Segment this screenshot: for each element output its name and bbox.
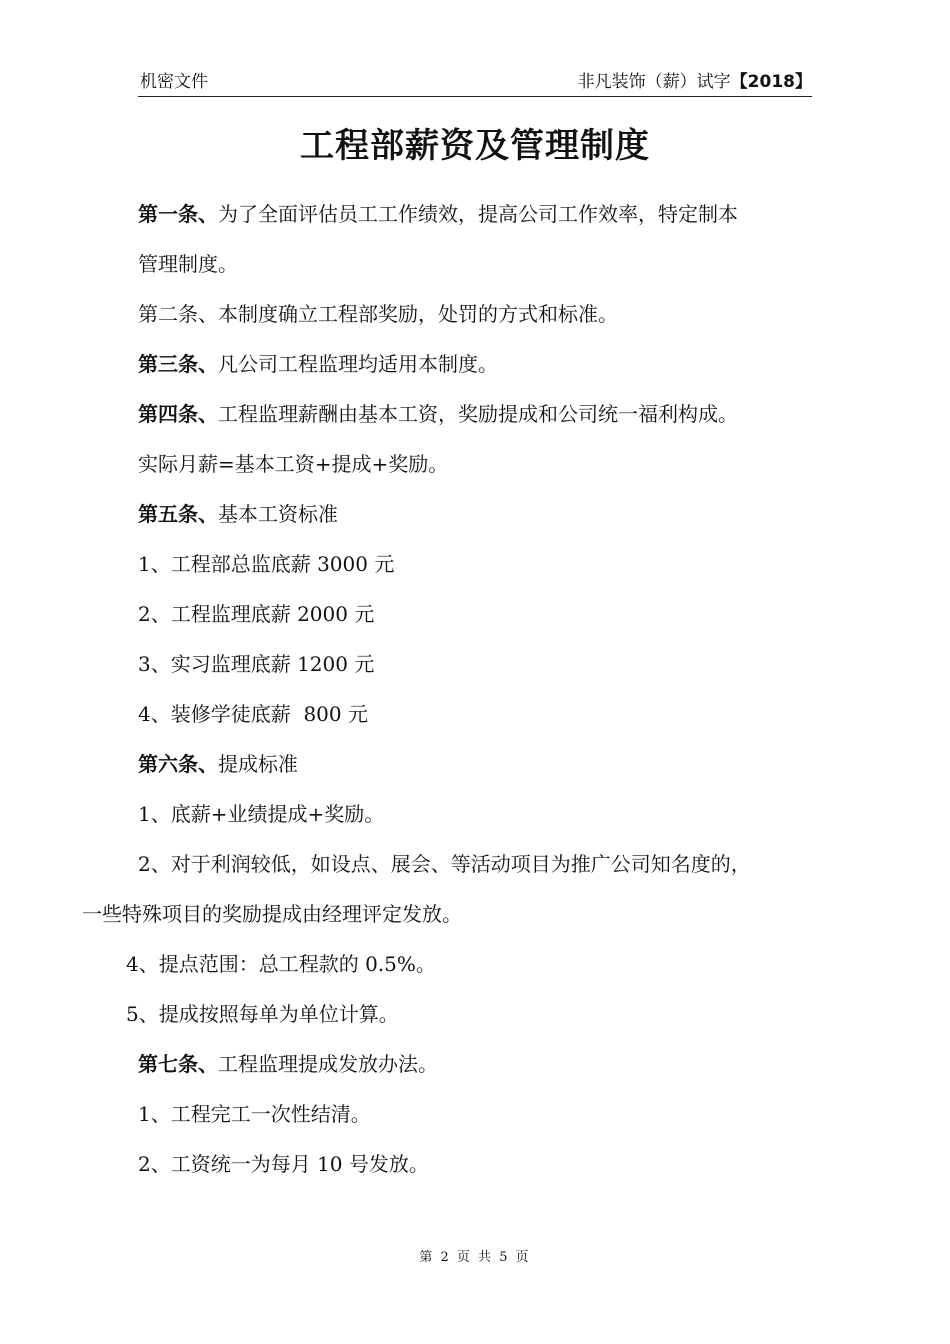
article-4-line-1 — [138, 400, 738, 428]
article-6 — [138, 750, 298, 778]
header-document-number — [578, 67, 812, 92]
article-5-item: 3、实习监理底薪 1200 元 — [138, 652, 375, 676]
article-5 — [138, 500, 338, 528]
article-2: 第二条、本制度确立工程部奖励，处罚的方式和标准。 — [138, 302, 618, 326]
article-3 — [138, 350, 498, 378]
header-document-year: 【2018】 — [730, 72, 812, 92]
article-5-text: 基本工资标准 — [218, 502, 338, 526]
article-6-label: 第六条、 — [138, 752, 218, 776]
document-title: 工程部薪资及管理制度 — [300, 126, 650, 166]
article-5-item: 1、工程部总监底薪 3000 元 — [138, 552, 395, 576]
article-5-item: 2、工程监理底薪 2000 元 — [138, 602, 375, 626]
header-document-prefix: 非凡装饰（薪）试字 — [577, 72, 731, 92]
article-7-item-2: 2、工资统一为每月 10 号发放。 — [138, 1152, 429, 1176]
article-5-item: 4、装修学徒底薪 800 元 — [138, 702, 368, 726]
page-header — [138, 66, 812, 97]
article-1-label: 第一条、 — [138, 202, 218, 226]
article-7 — [138, 1050, 438, 1078]
article-6-item-2-line-2: 一些特殊项目的奖励提成由经理评定发放。 — [82, 902, 462, 926]
article-6-text: 提成标准 — [218, 752, 298, 776]
article-4-label: 第四条、 — [138, 402, 218, 426]
article-7-label: 第七条、 — [138, 1052, 218, 1076]
article-3-label: 第三条、 — [138, 352, 218, 376]
article-6-item-2-line-1: 2、对于利润较低，如设点、展会、等活动项目为推广公司知名度的， — [138, 852, 751, 876]
article-6-item-4: 4、提点范围：总工程款的 0.5%。 — [126, 952, 436, 976]
article-4-text: 工程监理薪酬由基本工资，奖励提成和公司统一福利构成。 — [218, 402, 738, 426]
article-1-line-2: 管理制度。 — [138, 252, 238, 276]
article-6-item-1: 1、底薪+业绩提成+奖励。 — [138, 802, 385, 826]
page-number: 第 2 页 共 5 页 — [419, 1250, 531, 1265]
header-confidential-label: 机密文件 — [140, 72, 208, 92]
article-4-formula: 实际月薪=基本工资+提成+奖励。 — [138, 452, 449, 476]
article-3-text: 凡公司工程监理均适用本制度。 — [218, 352, 498, 376]
article-6-item-5: 5、提成按照每单为单位计算。 — [126, 1002, 399, 1026]
article-5-label: 第五条、 — [138, 502, 218, 526]
article-1-text: 为了全面评估员工工作绩效，提高公司工作效率，特定制本 — [218, 202, 738, 226]
article-7-text: 工程监理提成发放办法。 — [218, 1052, 438, 1076]
article-7-item-1: 1、工程完工一次性结清。 — [138, 1102, 371, 1126]
article-1-line-1 — [138, 200, 738, 228]
